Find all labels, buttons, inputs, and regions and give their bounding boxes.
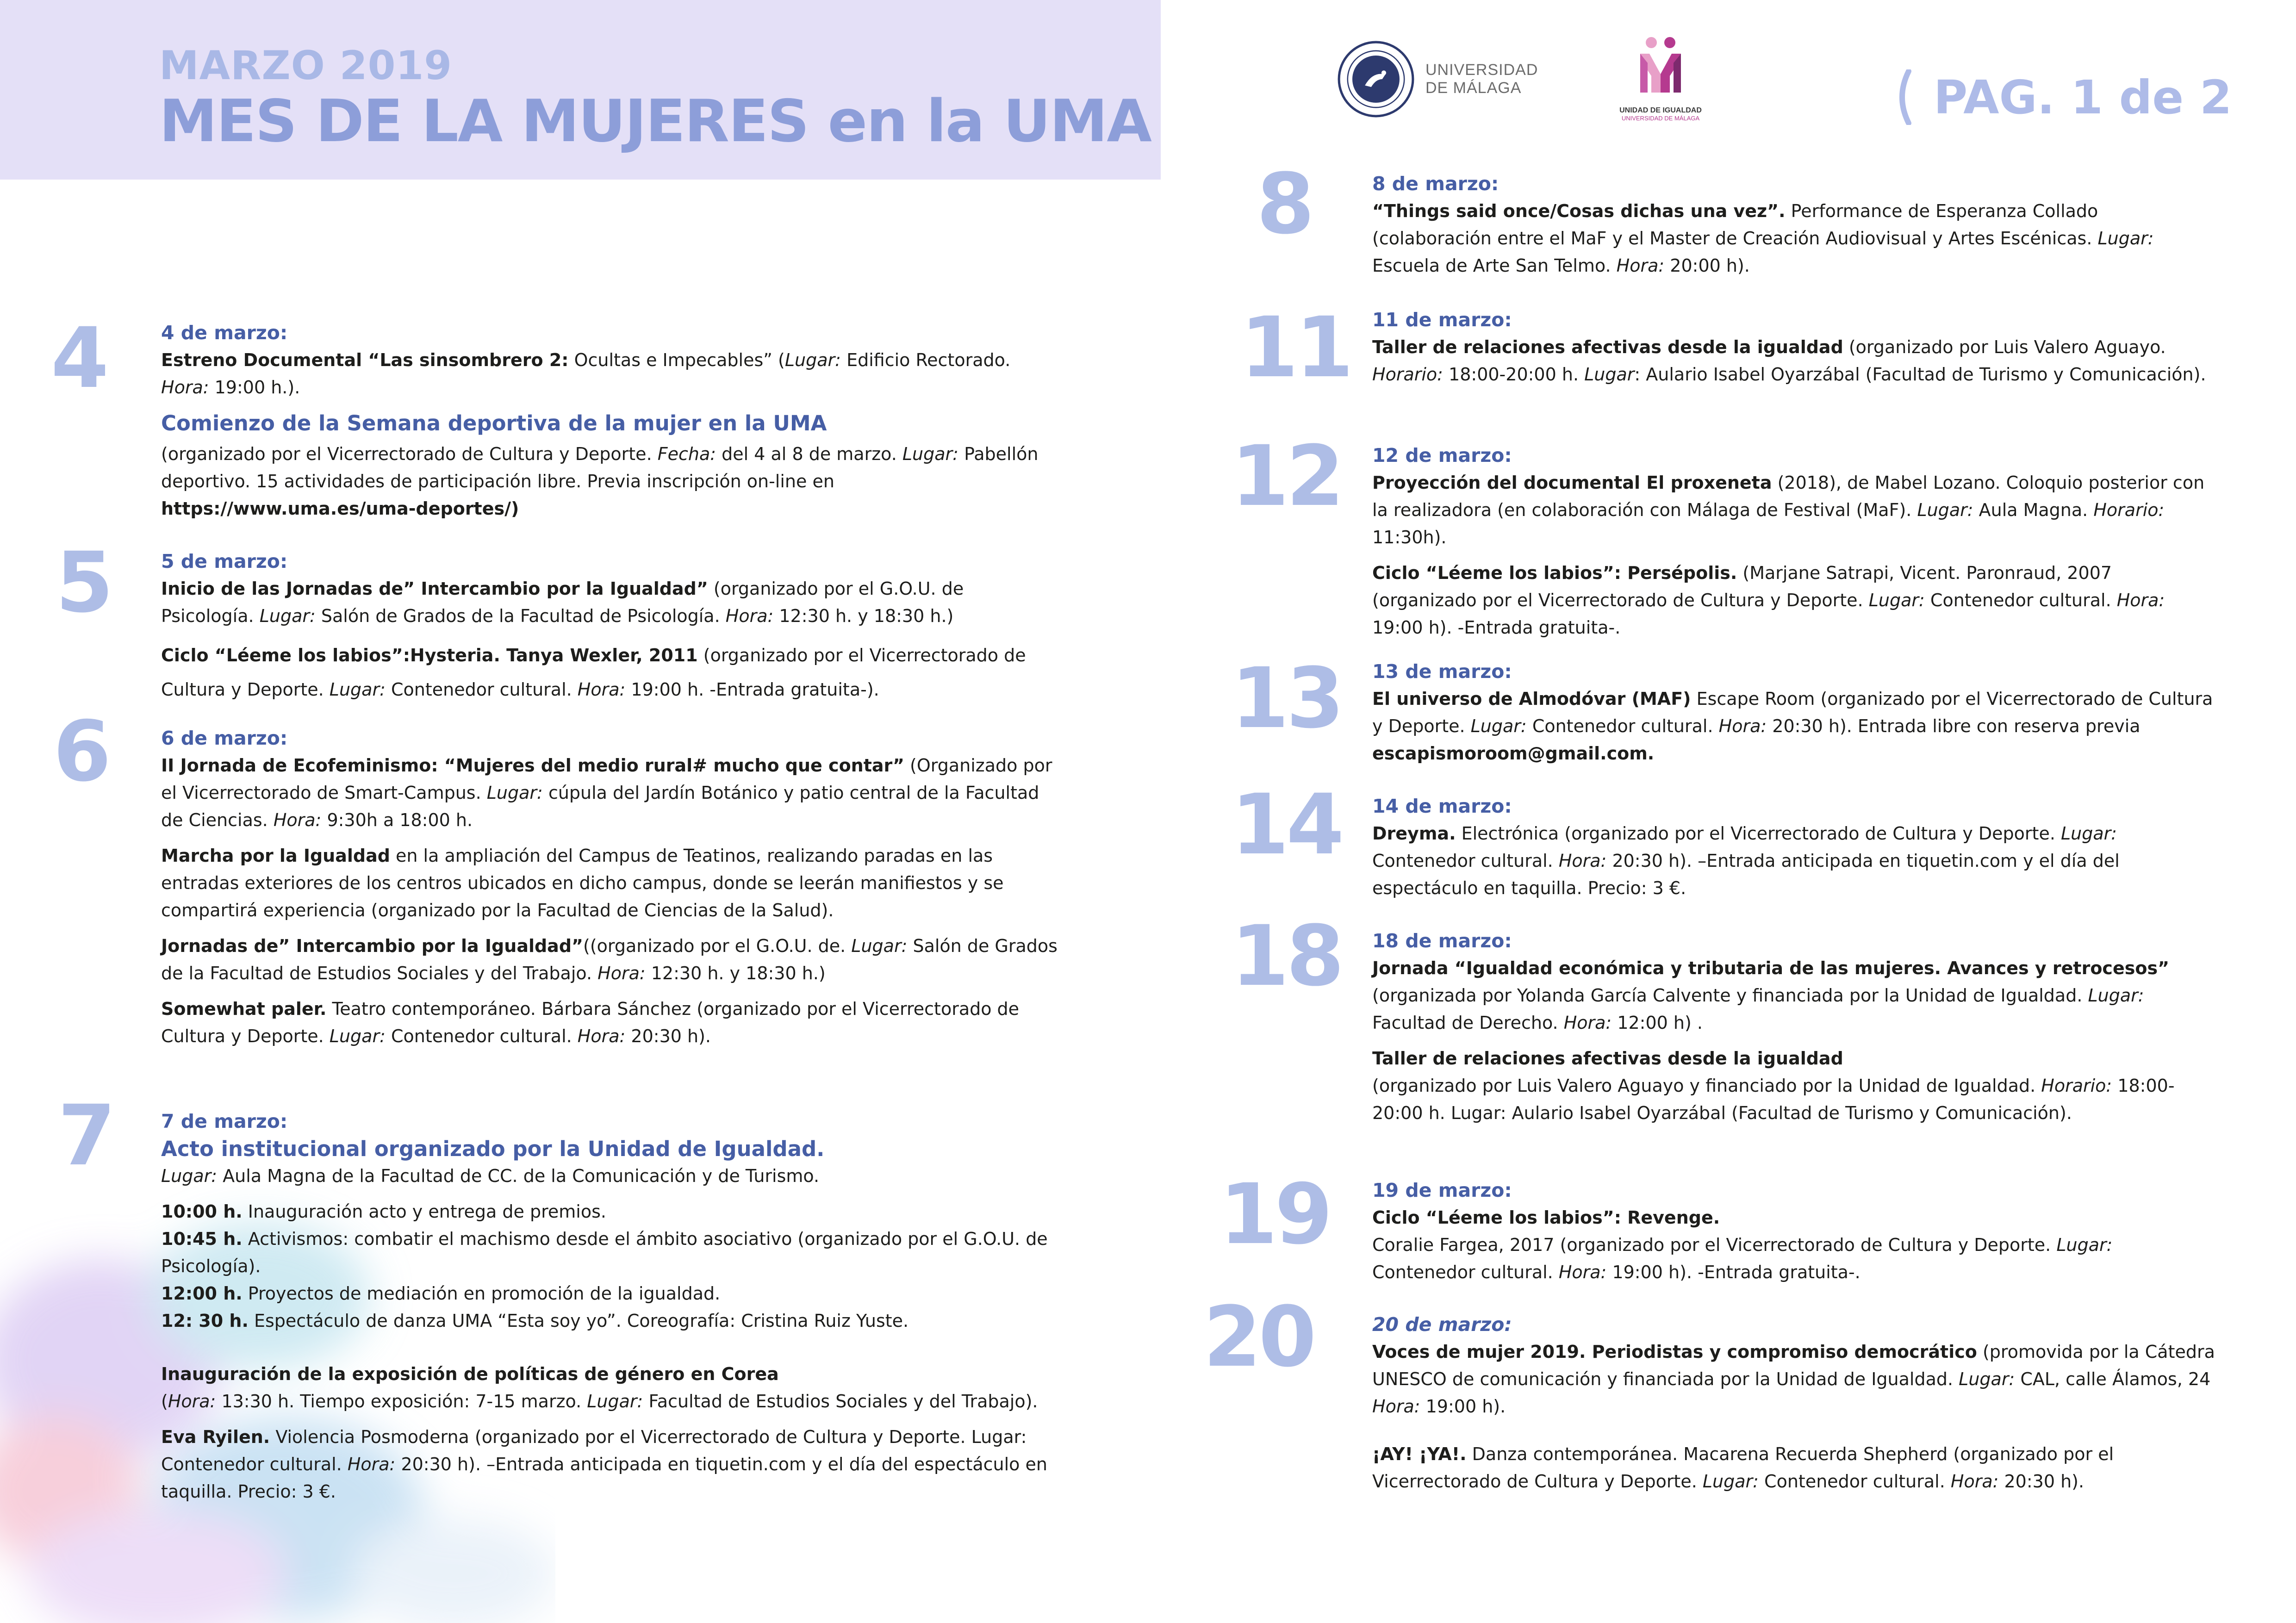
event-label: Lugar:	[259, 606, 316, 626]
day-14-events	[1372, 793, 2219, 910]
event-text: Contenedor cultural.	[1758, 1471, 1951, 1492]
event-text: Contenedor cultural.	[1526, 716, 1719, 736]
equality-unit-sublabel: UNIVERSIDAD DE MÁLAGA	[1621, 115, 1700, 122]
day-4-date: 4 de marzo:	[161, 322, 288, 344]
event-universo-almodovar	[1372, 685, 2219, 767]
event-text: Electrónica (organizado por el Vicerrectorado de Cultura y Deporte.	[1456, 823, 2061, 844]
event-title: Jornada “Igualdad económica y tributaria de las mujeres. Avances y retrocesos”	[1372, 958, 2170, 978]
day-19-events	[1372, 1177, 2219, 1294]
event-title: Voces de mujer 2019. Periodistas y compromiso democrático	[1372, 1342, 1977, 1362]
day-number-5: 5	[56, 535, 111, 631]
day-7-events	[161, 1108, 1059, 1514]
event-label: Hora:	[347, 1454, 396, 1474]
event-title: Ciclo “Léeme los labios”: Persépolis.	[1372, 563, 1737, 583]
event-text: Escape Room (organizado por el Vicerrectorado de Cultura y Deporte.	[1372, 689, 2213, 736]
day-5-events	[161, 548, 1059, 715]
event-jornada-igualdad-economica	[1372, 955, 2219, 1037]
event-label: Lugar:	[1868, 590, 1925, 610]
event-text: 19:00 h). -Entrada gratuita-.	[1372, 617, 1621, 638]
event-label: Hora:	[577, 1026, 626, 1046]
event-label: Hora:	[168, 1391, 216, 1412]
event-text: (	[161, 1391, 168, 1412]
event-text: 19:00 h. -Entrada gratuita-).	[625, 679, 879, 700]
day-number-6: 6	[53, 703, 109, 800]
event-text: Contenedor cultural.	[1372, 1262, 1559, 1282]
event-text: Danza contemporánea. Macarena Recuerda Shepherd (organizado por el Vicerrectorado de Cultura y Deporte.	[1372, 1444, 2114, 1492]
event-label: Hora:	[273, 810, 322, 830]
event-text: (2018), de Mabel Lozano. Coloquio posterior con la realizadora (en colaboración con Málaga de Festival (MaF).	[1372, 473, 2205, 520]
event-title: Inicio de las Jornadas de” Intercambio por la Igualdad”	[161, 578, 708, 599]
event-label: Lugar:	[486, 783, 543, 803]
event-text: Edificio Rectorado.	[840, 350, 1011, 370]
university-name-line2: DE MÁLAGA	[1425, 79, 1522, 97]
event-label: Lugar:	[1702, 1471, 1759, 1492]
event-label: Hora:	[2116, 590, 2165, 610]
event-text: (Marjane Satrapi, Vicent. Paronraud, 2007 (organizado por el Vicerrectorado de Cultura y Deporte.	[1372, 563, 2112, 610]
day-12-events	[1372, 442, 2219, 650]
event-title: Jornadas de” Intercambio por la Igualdad”	[161, 936, 583, 956]
event-text: Aula Magna.	[1973, 500, 2094, 520]
page-indicator-text: PAG. 1 de 2	[1934, 70, 2232, 124]
event-text: 20:30 h).	[625, 1026, 711, 1046]
event-title: Proyección del documental El proxeneta	[1372, 473, 1772, 493]
event-label: Lugar:	[161, 1166, 218, 1186]
day-20-date: 20 de marzo:	[1372, 1313, 1512, 1336]
event-text: 18:00-20:00 h.	[1443, 364, 1585, 385]
event-label: Horario:	[2041, 1076, 2112, 1096]
event-ecofeminismo	[161, 752, 1059, 834]
day-18-events	[1372, 927, 2219, 1135]
event-title: “Things said once/Cosas dichas una vez”.	[1372, 201, 1786, 221]
event-text: 18:00-20:00 h. Lugar: Aulario Isabel Oyarzábal (Facultad de Turismo y Comunicación).	[1372, 1076, 2175, 1123]
event-label: Lugar:	[2097, 228, 2154, 249]
event-dreyma	[1372, 820, 2219, 902]
event-text: 19:00 h). -Entrada gratuita-.	[1606, 1262, 1860, 1282]
event-somewhat-paler	[161, 995, 1059, 1050]
event-text: (organizado por el Vicerrectorado de Cultura y Deporte.	[161, 645, 1026, 700]
schedule-time: 12:00 h.	[161, 1283, 243, 1304]
event-text: (organizado por el G.O.U. de Psicología.	[161, 578, 964, 626]
event-taller-relaciones-2	[1372, 1045, 2219, 1127]
page-indicator	[1894, 69, 2232, 125]
event-label: Hora:	[1950, 1471, 1999, 1492]
event-text: del 4 al 8 de marzo.	[716, 444, 902, 464]
event-text: Contenedor cultural.	[1372, 851, 1559, 871]
event-text: 20:30 h).	[1998, 1471, 2084, 1492]
event-label: Hora:	[597, 963, 646, 983]
event-link[interactable]: https://www.uma.es/uma-deportes/)	[161, 498, 519, 519]
event-acto-institucional	[161, 1163, 1059, 1190]
event-label: Lugar:	[1917, 500, 1973, 520]
event-exposicion-corea	[161, 1361, 1059, 1415]
event-label: Lugar:	[1470, 716, 1527, 736]
event-text: ((organizado por el G.O.U. de.	[583, 936, 852, 956]
day-number-11: 11	[1240, 299, 1351, 396]
event-text: en la ampliación del Campus de Teatinos, realizando paradas en las entradas exteriores de los centros ubicados en dicho campus, donde se leerán manifiestos y se compartirá experiencia (organizado por la Facultad de Ciencias de la Salud).	[161, 846, 1004, 920]
event-title: ¡AY! ¡YA!.	[1372, 1444, 1467, 1464]
event-text: Performance de Esperanza Collado (colaboración entre el MaF y el Master de Creación Audiovisual y Artes Escénicas.	[1372, 201, 2098, 249]
event-voces-de-mujer	[1372, 1338, 2219, 1420]
event-taller-relaciones	[1372, 334, 2219, 388]
event-ciclo-persepolis	[1372, 560, 2219, 641]
event-text: 19:00 h).	[1420, 1396, 1506, 1417]
event-title: Ciclo “Léeme los labios”: Revenge.	[1372, 1207, 1720, 1228]
event-title: El universo de Almodóvar (MAF)	[1372, 689, 1691, 709]
event-el-proxeneta	[1372, 469, 2219, 551]
equality-unit-logo	[1614, 35, 1707, 122]
header-subtitle: MARZO 2019	[159, 43, 453, 89]
schedule-text: Espectáculo de danza UMA “Esta soy yo”. Coreografía: Cristina Ruiz Yuste.	[248, 1311, 909, 1331]
event-label: Hora:	[1558, 1262, 1607, 1282]
event-text: Contenedor cultural.	[385, 1026, 578, 1046]
event-text: 12:00 h) .	[1612, 1013, 1703, 1033]
day-6-date: 6 de marzo:	[161, 727, 288, 749]
event-text: Facultad de Derecho.	[1372, 1013, 1564, 1033]
event-title: Dreyma.	[1372, 823, 1456, 844]
day-number-4: 4	[51, 310, 106, 407]
university-seal-icon	[1337, 40, 1415, 118]
university-name-line1: UNIVERSIDAD	[1425, 61, 1538, 79]
event-text: (organizado por el Vicerrectorado de Cultura y Deporte.	[161, 444, 658, 464]
event-text: Escuela de Arte San Telmo.	[1372, 255, 1617, 276]
event-estreno-documental	[161, 347, 1059, 401]
event-text: Aula Magna de la Facultad de CC. de la Comunicación y de Turismo.	[217, 1166, 820, 1186]
event-label: Lugar:	[2056, 1235, 2113, 1255]
day-4-events	[161, 319, 1059, 531]
day-8-events	[1372, 170, 2219, 288]
event-text: Coralie Fargea, 2017 (organizado por el Vicerrectorado de Cultura y Deporte.	[1372, 1235, 2057, 1255]
event-label: Hora:	[577, 679, 626, 700]
day-number-20: 20	[1203, 1289, 1314, 1386]
event-title: Eva Ryilen.	[161, 1427, 270, 1447]
day-11-date: 11 de marzo:	[1372, 309, 1512, 331]
day-13-events	[1372, 658, 2219, 776]
event-ciclo-hysteria	[161, 638, 1059, 707]
event-semana-deportiva-title: Comienzo de la Semana deportiva de la mujer en la UMA	[161, 411, 827, 435]
event-email[interactable]: escapismoroom@gmail.com.	[1372, 743, 1655, 764]
event-label: Horario:	[2093, 500, 2165, 520]
event-text: Teatro contemporáneo. Bárbara Sánchez (organizado por el Vicerrectorado de Cultura y Deporte.	[161, 999, 1020, 1046]
event-title: Inauguración de la exposición de políticas de género en Corea	[161, 1364, 779, 1384]
event-label: Lugar:	[329, 1026, 386, 1046]
event-title: Ciclo “Léeme los labios”:Hysteria. Tanya Wexler, 2011	[161, 645, 698, 665]
event-text: (organizado por Luis Valero Aguayo.	[1843, 337, 2166, 357]
event-text: (organizada por Yolanda García Calvente y financiada por la Unidad de Igualdad.	[1372, 985, 2088, 1006]
schedule-text: Inauguración acto y entrega de premios.	[242, 1201, 606, 1222]
event-label: Fecha:	[657, 444, 716, 464]
event-text: 19:00 h.).	[209, 377, 300, 398]
event-text: 12:30 h. y 18:30 h.)	[773, 606, 954, 626]
day-20-events	[1372, 1311, 2219, 1504]
event-label: Hora:	[1372, 1396, 1420, 1417]
day-11-events	[1372, 306, 2219, 397]
event-label: Lugar:	[851, 936, 908, 956]
event-label: Lugar:	[784, 350, 841, 370]
event-text: 20:30 h). –Entrada anticipada en tiquetin.com y el día del espectáculo en taquilla. Precio: 3 €.	[161, 1454, 1047, 1502]
event-label: Lugar:	[329, 679, 386, 700]
equality-unit-icon	[1633, 35, 1688, 105]
event-text: Salón de Grados de la Facultad de Estudios Sociales y del Trabajo.	[161, 936, 1058, 983]
university-logo	[1337, 40, 1538, 118]
event-text: Pabellón deportivo. 15 actividades de participación libre. Previa inscripción on-line en	[161, 444, 1039, 491]
event-text: : Aulario Isabel Oyarzábal (Facultad de Turismo y Comunicación).	[1634, 364, 2206, 385]
day-8-date: 8 de marzo:	[1372, 173, 1499, 195]
schedule-time: 10:00 h.	[161, 1201, 243, 1222]
event-label: Hora:	[725, 606, 774, 626]
event-ciclo-revenge	[1372, 1204, 2219, 1286]
event-title: Somewhat paler.	[161, 999, 327, 1019]
day-19-date: 19 de marzo:	[1372, 1179, 1512, 1201]
event-things-said-once	[1372, 198, 2219, 280]
event-label: Lugar:	[2060, 823, 2117, 844]
day-number-18: 18	[1231, 908, 1342, 1005]
day-number-8: 8	[1257, 156, 1312, 253]
event-text: Salón de Grados de la Facultad de Psicología.	[315, 606, 726, 626]
event-label: Hora:	[1558, 851, 1607, 871]
event-jornadas-intercambio	[161, 933, 1059, 987]
event-title: Taller de relaciones afectivas desde la igualdad	[1372, 1048, 1843, 1069]
event-label: Lugar:	[2088, 985, 2144, 1006]
event-label: Lugar:	[902, 444, 958, 464]
event-text: CAL, calle Álamos, 24	[2015, 1369, 2211, 1389]
event-label: Hora:	[1563, 1013, 1612, 1033]
day-14-date: 14 de marzo:	[1372, 795, 1512, 817]
schedule-time: 10:45 h.	[161, 1229, 243, 1249]
day-12-date: 12 de marzo:	[1372, 444, 1512, 466]
schedule-text: Proyectos de mediación en promoción de la igualdad.	[242, 1283, 721, 1304]
day-5-date: 5 de marzo:	[161, 550, 288, 572]
event-text: (Organizado por el Vicerrectorado de Smart-Campus.	[161, 755, 1052, 803]
event-text: 11:30h).	[1372, 527, 1447, 547]
event-label: Horario:	[1372, 364, 1443, 385]
event-text: 9:30h a 18:00 h.	[321, 810, 473, 830]
day-number-14: 14	[1231, 777, 1342, 873]
event-eva-ryilen	[161, 1424, 1059, 1505]
event-label: Lugar	[1584, 364, 1635, 385]
event-text: Ocultas e Impecables” (	[568, 350, 785, 370]
page-title: MES DE LA MUJERES en la UMA	[159, 87, 1151, 155]
event-title: Estreno Documental “Las sinsombrero 2:	[161, 350, 569, 370]
day-number-19: 19	[1220, 1166, 1330, 1263]
day-18-date: 18 de marzo:	[1372, 930, 1512, 952]
event-text: Facultad de Estudios Sociales y del Trabajo).	[643, 1391, 1038, 1412]
event-semana-deportiva	[161, 441, 1059, 522]
event-label: Hora:	[161, 377, 209, 398]
event-text: Contenedor cultural.	[385, 679, 578, 700]
event-text: cúpula del Jardín Botánico y patio central de la Facultad de Ciencias.	[161, 783, 1039, 830]
day-7-date: 7 de marzo:	[161, 1110, 288, 1132]
event-ay-ya	[1372, 1441, 2219, 1495]
schedule-text: Activismos: combatir el machismo desde el ámbito asociativo (organizado por el G.O.U. de Psicología).	[161, 1229, 1048, 1276]
event-label: Hora:	[1718, 716, 1767, 736]
day-number-13: 13	[1231, 650, 1342, 747]
event-title: II Jornada de Ecofeminismo: “Mujeres del medio rural# mucho que contar”	[161, 755, 904, 776]
event-inicio-jornadas	[161, 575, 1059, 630]
event-text: 13:30 h. Tiempo exposición: 7-15 marzo.	[216, 1391, 587, 1412]
event-text: Contenedor cultural.	[1924, 590, 2117, 610]
event-title: Taller de relaciones afectivas desde la igualdad	[1372, 337, 1843, 357]
schedule-time: 12: 30 h.	[161, 1311, 249, 1331]
bracket-icon	[1894, 69, 1912, 125]
event-title: Marcha por la Igualdad	[161, 846, 390, 866]
event-text: 20:30 h). –Entrada anticipada en tiquetin.com y el día del espectáculo en taquilla. Precio: 3 €.	[1372, 851, 2120, 898]
equality-unit-label: UNIDAD DE IGUALDAD	[1619, 106, 1702, 114]
event-marcha-igualdad	[161, 842, 1059, 924]
day-6-events	[161, 725, 1059, 1058]
event-acto-institucional-title: Acto institucional organizado por la Unidad de Igualdad.	[161, 1137, 825, 1161]
event-text: (organizado por Luis Valero Aguayo y financiado por la Unidad de Igualdad.	[1372, 1076, 2041, 1096]
event-schedule	[161, 1198, 1059, 1335]
event-text: Violencia Posmoderna (organizado por el Vicerrectorado de Cultura y Deporte. Lugar: Contenedor cultural.	[161, 1427, 1027, 1474]
event-text: 12:30 h. y 18:30 h.)	[645, 963, 826, 983]
event-text: (promovida por la Cátedra UNESCO de comunicación y financiada por la Unidad de Igualdad.	[1372, 1342, 2215, 1389]
event-label: Hora:	[1616, 255, 1665, 276]
day-13-date: 13 de marzo:	[1372, 660, 1512, 683]
event-label: Lugar:	[587, 1391, 643, 1412]
event-text: 20:30 h). Entrada libre con reserva previa	[1767, 716, 2140, 736]
event-label: Lugar:	[1959, 1369, 2015, 1389]
day-number-12: 12	[1231, 428, 1342, 525]
day-number-7: 7	[58, 1088, 113, 1184]
event-text: 20:00 h).	[1664, 255, 1750, 276]
